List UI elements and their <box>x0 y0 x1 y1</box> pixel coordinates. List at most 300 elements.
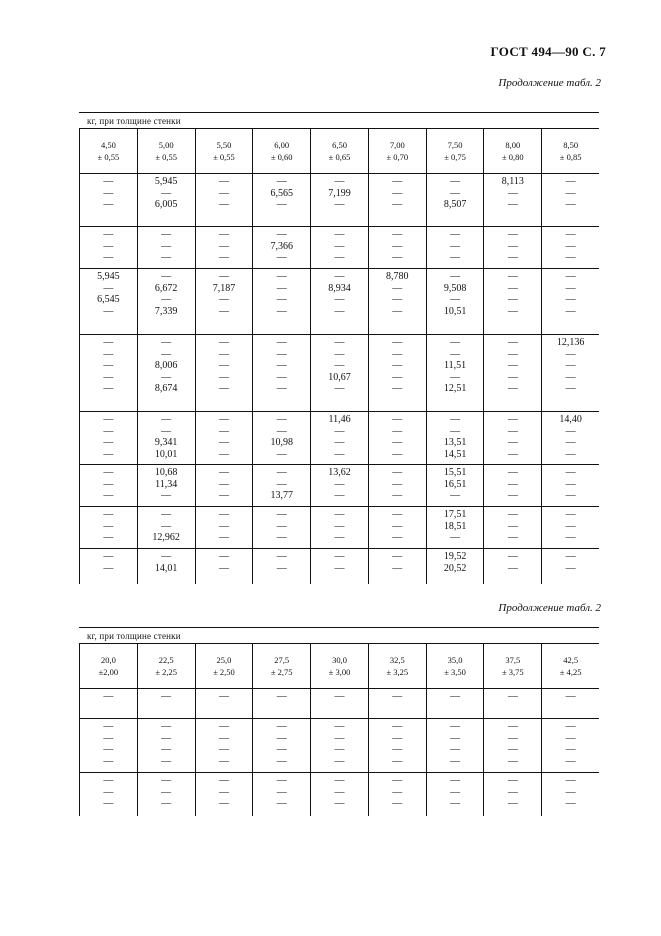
table-cell: — <box>565 371 576 383</box>
table-cell: 11,46 <box>328 414 351 425</box>
table-cell: — <box>103 252 114 263</box>
column-header <box>426 128 484 173</box>
table-cell: — <box>334 562 345 574</box>
table-cell: — <box>392 383 403 394</box>
table-cell-column <box>79 173 137 226</box>
table-cell: — <box>392 448 403 460</box>
table-cell: 8,507 <box>443 199 467 210</box>
table-cell: — <box>507 532 518 543</box>
table-cell-column <box>368 226 426 268</box>
table-cell: — <box>218 562 229 574</box>
table-cell: 17,51 <box>443 509 467 520</box>
table-cell: — <box>392 509 403 520</box>
table-cell: — <box>392 252 403 263</box>
column-thickness: 30,0 <box>332 654 347 665</box>
table-cell: — <box>507 348 518 360</box>
table-cell: — <box>392 562 403 574</box>
table-cell-column <box>310 411 368 464</box>
table-cell: — <box>276 229 287 240</box>
table-cell: 13,62 <box>328 467 351 478</box>
table-cell: — <box>334 305 345 317</box>
table-cell: — <box>103 360 114 371</box>
table-cell: — <box>334 691 345 702</box>
table-cell: — <box>218 490 229 501</box>
table-cell: — <box>334 478 345 490</box>
table-cell: 8,674 <box>154 383 178 394</box>
column-header <box>483 128 541 173</box>
column-header <box>195 128 253 173</box>
table-cell-column <box>483 718 541 772</box>
table-cell: — <box>161 509 172 520</box>
column-thickness: 22,5 <box>158 654 174 665</box>
table-cell: — <box>276 775 287 786</box>
table-cell: — <box>218 371 229 383</box>
table-cell: — <box>334 551 345 562</box>
column-thickness: 4,50 <box>100 139 116 150</box>
table-cell: — <box>103 337 114 348</box>
table-cell-column <box>310 268 368 334</box>
table-cell: — <box>276 721 287 732</box>
column-thickness: 7,50 <box>447 139 463 150</box>
table-cell-column <box>310 548 368 584</box>
table-1-header-row <box>79 128 599 173</box>
table-cell: — <box>276 691 287 702</box>
table-cell-column <box>541 464 599 506</box>
table-cell: — <box>392 437 403 448</box>
table-cell: — <box>218 294 229 305</box>
table-cell: — <box>276 744 287 755</box>
table-cell: — <box>218 520 229 532</box>
table-cell: — <box>218 691 229 702</box>
table-cell: — <box>565 425 576 437</box>
table-cell: — <box>450 414 461 425</box>
column-header <box>137 128 195 173</box>
table-cell: — <box>450 425 461 437</box>
table-cell: — <box>450 744 461 755</box>
column-thickness: 8,00 <box>505 139 521 150</box>
table-cell-column <box>483 268 541 334</box>
table-cell: — <box>392 721 403 732</box>
table-cell: — <box>103 755 114 767</box>
table-cell: 6,565 <box>270 187 293 199</box>
table-cell: — <box>507 305 518 317</box>
table-cell-column <box>541 226 599 268</box>
table-cell: — <box>334 425 345 437</box>
column-tolerance: ± 0,70 <box>386 151 409 162</box>
table-cell: 14,01 <box>154 562 178 574</box>
table-cell: — <box>392 732 403 744</box>
column-thickness: 7,00 <box>389 139 405 150</box>
table-cell-column <box>310 688 368 718</box>
table-cell-column <box>79 226 137 268</box>
table-cell: — <box>161 732 172 744</box>
column-thickness: 37,5 <box>505 654 521 665</box>
table-cell: — <box>218 199 229 210</box>
column-tolerance: ± 0,55 <box>155 151 177 162</box>
table-cell: 7,366 <box>270 240 293 252</box>
table-cell: — <box>392 348 403 360</box>
table-cell: — <box>392 294 403 305</box>
table-cell: — <box>507 294 518 305</box>
table-cell: — <box>507 282 518 294</box>
table-cell: — <box>565 240 576 252</box>
table-cell-column <box>368 464 426 506</box>
table-cell: — <box>450 229 461 240</box>
table-cell: — <box>161 414 172 425</box>
table-cell: — <box>565 490 576 501</box>
table-cell: — <box>334 383 345 394</box>
table-cell: — <box>334 271 345 282</box>
continuation-title-1: Продолжение табл. 2 <box>498 77 601 89</box>
column-tolerance: ± 2,50 <box>213 666 235 677</box>
table-cell: — <box>334 786 345 798</box>
table-cell: 8,934 <box>328 282 351 294</box>
table-cell-column <box>252 226 310 268</box>
table-1-unit-label: кг, при толщине стенки <box>87 116 181 126</box>
table-cell: — <box>103 798 114 809</box>
table-cell-column <box>252 334 310 411</box>
table-cell: 12,136 <box>556 337 585 348</box>
table-cell: 10,67 <box>328 371 351 383</box>
table-cell: — <box>161 786 172 798</box>
table-cell: — <box>565 798 576 809</box>
table-cell: — <box>334 448 345 460</box>
table-row-group <box>79 173 599 226</box>
table-cell-column <box>310 173 368 226</box>
table-cell: — <box>450 252 461 263</box>
table-cell: — <box>565 467 576 478</box>
table-cell-column <box>79 772 137 816</box>
table-cell: — <box>218 348 229 360</box>
table-cell: — <box>276 199 287 210</box>
table-cell: — <box>218 229 229 240</box>
table-cell-column <box>368 173 426 226</box>
table-cell: 16,51 <box>443 478 467 490</box>
table-cell-column <box>426 334 484 411</box>
table-cell-column <box>541 688 599 718</box>
table-cell-column <box>252 772 310 816</box>
table-cell: — <box>218 732 229 744</box>
table-cell-column <box>426 464 484 506</box>
table-cell: 12,51 <box>443 383 467 394</box>
column-thickness: 8,50 <box>563 139 579 150</box>
table-cell: — <box>507 187 518 199</box>
table-cell: — <box>103 520 114 532</box>
table-cell-column <box>137 772 195 816</box>
column-header <box>252 643 310 688</box>
table-cell: — <box>392 520 403 532</box>
table-cell: — <box>507 437 518 448</box>
table-cell: — <box>103 437 114 448</box>
table-cell: 6,545 <box>97 294 120 305</box>
table-cell-column <box>137 411 195 464</box>
table-row-group <box>79 688 599 718</box>
table-cell: — <box>450 798 461 809</box>
table-cell: — <box>334 240 345 252</box>
table-row-group <box>79 268 599 334</box>
table-cell: — <box>103 775 114 786</box>
table-cell: — <box>450 532 461 543</box>
table-cell: — <box>103 551 114 562</box>
column-tolerance: ±2,00 <box>98 666 119 677</box>
table-cell: — <box>218 337 229 348</box>
table-cell: — <box>103 199 114 210</box>
table-cell-column <box>310 506 368 548</box>
table-cell: — <box>103 721 114 732</box>
table-cell: — <box>276 176 287 187</box>
table-cell: 20,52 <box>443 562 467 574</box>
column-thickness: 5,50 <box>216 139 232 150</box>
table-cell: — <box>103 732 114 744</box>
table-cell: — <box>218 414 229 425</box>
table-cell: — <box>507 691 518 702</box>
table-cell: — <box>103 425 114 437</box>
table-cell: — <box>565 282 576 294</box>
table-cell-column <box>195 464 253 506</box>
table-cell: — <box>334 348 345 360</box>
column-header <box>483 643 541 688</box>
table-cell: — <box>450 187 461 199</box>
table-cell: — <box>565 478 576 490</box>
table-cell: — <box>507 786 518 798</box>
table-cell: 14,40 <box>559 414 582 425</box>
table-cell: — <box>103 786 114 798</box>
table-cell-column <box>137 688 195 718</box>
table-cell: — <box>392 691 403 702</box>
table-cell-column <box>541 334 599 411</box>
table-cell: 7,187 <box>212 282 236 294</box>
column-thickness: 25,0 <box>216 654 232 665</box>
table-cell: — <box>392 467 403 478</box>
table-cell: — <box>392 229 403 240</box>
table-cell: — <box>565 448 576 460</box>
table-1-top-rule <box>79 112 599 113</box>
table-cell: — <box>218 786 229 798</box>
table-cell: — <box>276 271 287 282</box>
column-tolerance: ± 0,60 <box>270 151 293 162</box>
table-cell: — <box>103 532 114 543</box>
table-cell: — <box>565 786 576 798</box>
table-cell: — <box>392 371 403 383</box>
table-cell: — <box>565 721 576 732</box>
table-cell: — <box>103 448 114 460</box>
table-cell: — <box>103 229 114 240</box>
table-cell: — <box>565 744 576 755</box>
table-cell: — <box>392 187 403 199</box>
table-cell: — <box>103 478 114 490</box>
column-header <box>368 128 426 173</box>
table-cell: — <box>276 448 287 460</box>
table-cell: — <box>276 252 287 263</box>
table-cell-column <box>137 718 195 772</box>
column-header <box>310 128 368 173</box>
table-row-group <box>79 411 599 464</box>
table-row-group <box>79 772 599 816</box>
table-cell: — <box>276 383 287 394</box>
table-cell: — <box>103 371 114 383</box>
table-cell: — <box>565 229 576 240</box>
table-cell: — <box>218 478 229 490</box>
table-cell: — <box>218 448 229 460</box>
table-cell: — <box>103 187 114 199</box>
column-tolerance: ± 2,75 <box>270 666 293 677</box>
table-cell-column <box>483 411 541 464</box>
table-cell: — <box>103 744 114 755</box>
table-cell: — <box>161 271 172 282</box>
table-cell: — <box>565 437 576 448</box>
table-cell: — <box>334 337 345 348</box>
column-thickness: 32,5 <box>389 654 405 665</box>
table-cell: — <box>565 199 576 210</box>
table-cell-column <box>426 411 484 464</box>
table-cell: — <box>334 732 345 744</box>
table-cell-column <box>310 718 368 772</box>
column-thickness: 5,00 <box>158 139 174 150</box>
column-header <box>310 643 368 688</box>
table-cell: — <box>392 414 403 425</box>
column-tolerance: ± 0,65 <box>328 151 351 162</box>
table-cell: — <box>276 532 287 543</box>
table-cell: — <box>565 348 576 360</box>
column-thickness: 42,5 <box>563 654 579 665</box>
table-cell-column <box>195 506 253 548</box>
table-cell: — <box>276 371 287 383</box>
table-cell-column <box>137 226 195 268</box>
table-row-group <box>79 718 599 772</box>
table-cell: — <box>276 509 287 520</box>
table-cell-column <box>541 506 599 548</box>
table-cell-column <box>195 548 253 584</box>
table-cell: — <box>276 467 287 478</box>
table-cell: — <box>565 294 576 305</box>
table-cell: — <box>334 199 345 210</box>
table-cell: — <box>161 775 172 786</box>
table-cell: — <box>334 744 345 755</box>
table-cell: — <box>218 240 229 252</box>
table-cell: — <box>334 360 345 371</box>
table-cell: — <box>565 271 576 282</box>
table-cell: — <box>276 732 287 744</box>
table-cell: — <box>218 425 229 437</box>
table-cell-column <box>368 411 426 464</box>
table-cell-column <box>483 464 541 506</box>
table-cell: 6,005 <box>154 199 178 210</box>
table-cell-column <box>310 772 368 816</box>
table-cell: — <box>565 383 576 394</box>
table-cell: — <box>565 305 576 317</box>
table-cell: 8,113 <box>501 176 524 187</box>
table-cell-column <box>541 411 599 464</box>
table-cell: — <box>276 798 287 809</box>
table-cell: — <box>334 755 345 767</box>
table-cell: 11,34 <box>155 478 178 490</box>
table-cell: — <box>565 360 576 371</box>
column-header <box>79 643 137 688</box>
table-cell: — <box>392 551 403 562</box>
table-cell: — <box>218 798 229 809</box>
table-cell: 12,962 <box>152 532 180 543</box>
table-cell: — <box>450 240 461 252</box>
table-cell: — <box>450 348 461 360</box>
table-cell-column <box>368 718 426 772</box>
table-cell: — <box>161 252 172 263</box>
column-tolerance: ± 0,55 <box>97 151 120 162</box>
table-cell: — <box>450 294 461 305</box>
table-cell: — <box>161 551 172 562</box>
table-cell: — <box>161 425 172 437</box>
table-cell-column <box>483 772 541 816</box>
table-cell: — <box>103 490 114 501</box>
table-cell: — <box>276 337 287 348</box>
table-cell-column <box>79 334 137 411</box>
table-cell: — <box>392 176 403 187</box>
table-cell-column <box>426 772 484 816</box>
table-cell: 10,98 <box>270 437 293 448</box>
table-cell: 10,68 <box>154 467 178 478</box>
table-cell-column <box>252 718 310 772</box>
table-cell-column <box>541 268 599 334</box>
table-cell: — <box>507 467 518 478</box>
table-cell-column <box>368 548 426 584</box>
table-cell: — <box>334 532 345 543</box>
table-cell-column <box>252 506 310 548</box>
table-cell: — <box>218 775 229 786</box>
table-cell-column <box>79 506 137 548</box>
table-cell: — <box>507 252 518 263</box>
table-cell: — <box>276 755 287 767</box>
table-cell: — <box>565 755 576 767</box>
table-cell: 10,01 <box>154 448 178 460</box>
table-cell: — <box>565 775 576 786</box>
table-cell: — <box>276 282 287 294</box>
table-cell: — <box>276 786 287 798</box>
table-cell-column <box>195 173 253 226</box>
table-cell: — <box>334 176 345 187</box>
table-cell: — <box>103 282 114 294</box>
table-cell: — <box>103 562 114 574</box>
table-cell-column <box>195 334 253 411</box>
table-cell-column <box>137 548 195 584</box>
table-cell-column <box>426 173 484 226</box>
table-cell: — <box>218 305 229 317</box>
table-cell: — <box>450 271 461 282</box>
table-cell: — <box>450 721 461 732</box>
table-cell-column <box>79 688 137 718</box>
table-cell-column <box>426 688 484 718</box>
table-cell: — <box>507 732 518 744</box>
table-cell: 15,51 <box>443 467 467 478</box>
table-cell: — <box>218 509 229 520</box>
table-cell-column <box>426 718 484 772</box>
table-cell: 11,51 <box>444 360 467 371</box>
table-cell-column <box>79 548 137 584</box>
table-cell: — <box>507 775 518 786</box>
table-cell: — <box>218 383 229 394</box>
table-cell: — <box>507 520 518 532</box>
table-cell: — <box>392 199 403 210</box>
table-cell: — <box>450 786 461 798</box>
column-tolerance: ± 3,75 <box>502 666 524 677</box>
column-tolerance: ± 0,85 <box>559 151 582 162</box>
table-cell: — <box>565 562 576 574</box>
document-code: ГОСТ 494—90 С. 7 <box>490 44 606 59</box>
table-cell: — <box>334 437 345 448</box>
table-row-group <box>79 226 599 268</box>
table-cell: — <box>103 691 114 702</box>
table-cell: — <box>103 509 114 520</box>
table-cell: — <box>218 360 229 371</box>
table-cell: — <box>392 532 403 543</box>
